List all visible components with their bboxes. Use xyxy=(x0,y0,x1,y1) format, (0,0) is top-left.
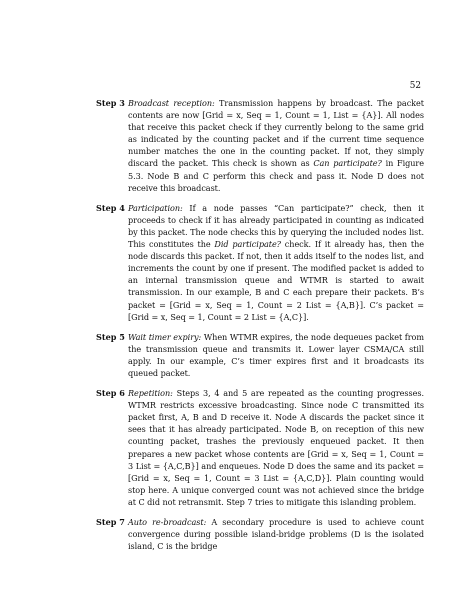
step-label: Step 6 xyxy=(96,388,125,399)
step-list xyxy=(96,97,424,560)
step-title: Auto re-broadcast: xyxy=(128,517,207,527)
step-item xyxy=(96,202,424,323)
step-label: Step 3 xyxy=(96,98,125,108)
step-tail: check. If it already has, then the node discards this packet. If not, then it adds itself to the nodes list, and increments the count by one if present. The modified packet is added to an internal transmission queue and WTMR is started to await transmission. In our example, B and C each prepare their packets. B’s packet = [Grid = x, Seq = 1, Count = 2 List = {A,B}]. C’s packet = [Grid = x, Seq = 1, Count = 2 List = {A,C}]. xyxy=(128,239,424,322)
step-label: Step 5 xyxy=(96,331,125,342)
step-label: Step 4 xyxy=(96,202,125,213)
step-item xyxy=(96,97,424,194)
step-emphasis: Can participate? xyxy=(313,158,382,169)
step-item xyxy=(96,331,424,379)
step-text xyxy=(128,97,424,194)
step-item xyxy=(96,516,424,552)
step-body: When WTMR expires, the node dequeues packet from the transmission queue and transmits it. Lower layer CSMA/CA still apply. In our example, C’s timer expires first and it broadcasts its queued packet. xyxy=(128,331,424,378)
step-body: Steps 3, 4 and 5 are repeated as the counting progresses. WTMR restricts excessive broadcasting. Since node C transmitted its packet first, A, B and D receive it. Node A discards the packet since it sees that it has already participated. Node B, on reception of this new counting packet, trashes the previously enqueued packet. It then prepares a new packet whose contents are [Grid = x, Seq = 1, Count = 3 List = {A,C,B}] and enqueues. Node D does the same and its packet = [Grid = x, Seq = 1, Count = 3 List = {A,C,D}]. Plain counting would stop here. A unique converged count was not achieved since the bridge at C did not retransmit. Step 7 tries to mitigate this islanding problem. xyxy=(128,388,424,507)
step-title: Repetition: xyxy=(128,388,173,399)
step-label: Step 7 xyxy=(96,517,125,527)
step-text xyxy=(128,516,424,552)
step-title: Participation: xyxy=(128,202,183,213)
step-tail: in Figure 5.3. Node B and C perform this check and pass it. Node D does not receive this broadcast. xyxy=(128,158,424,193)
step-body: Transmission happens by broadcast. The packet contents are now [Grid = x, Seq = 1, Count = 1, List = {A}]. All nodes that receive this packet check if they currently belong to the same grid as indicated by the counting packet and if the current time sequence number matches the one in the counting packet. If not, they simply discard the packet. This check is shown as xyxy=(128,98,424,169)
step-text xyxy=(128,202,424,323)
step-item xyxy=(96,387,424,508)
step-title: Wait timer expiry: xyxy=(128,331,202,342)
step-body: A secondary procedure is used to achieve count convergence during possible island-bridge problems (D is the isolated island, C is the bridge xyxy=(128,517,424,552)
step-title: Broadcast reception: xyxy=(128,98,215,108)
page-number: 52 xyxy=(409,81,421,91)
step-text xyxy=(128,331,424,379)
step-text xyxy=(128,387,424,508)
step-emphasis: Did participate? xyxy=(214,239,281,250)
step-body: If a node passes “Can participate?” check, then it proceeds to check if it has already participated in counting as indicated by this packet. The node checks this by querying the included nodes list. This constitutes the xyxy=(128,202,424,250)
